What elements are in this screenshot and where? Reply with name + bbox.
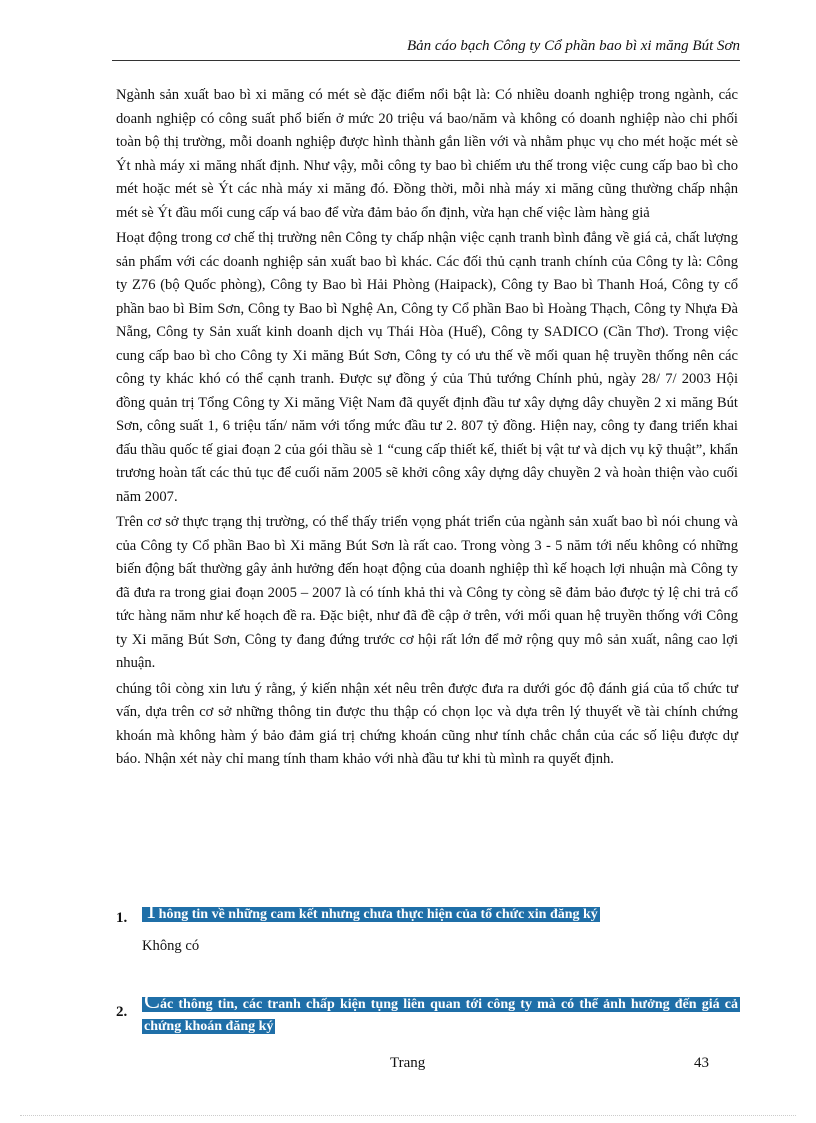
section-1-number: 1.	[116, 910, 128, 926]
footer-page-number: 43	[694, 1055, 709, 1071]
section-2-title-initial: C	[144, 988, 161, 1014]
page-bottom-divider	[20, 1115, 796, 1116]
page-header	[112, 36, 740, 61]
paragraph-competition: Hoạt động trong cơ chế thị trường nên Công ty chấp nhận việc cạnh tranh bình đẳng về giá cả, chất lượng sản phẩm với các doanh nghiệp sản xuất bao bì khác. Các đối thủ cạnh tranh chính của Công ty là: Công ty Z76 (bộ Quốc phòng), Công ty Bao bì Hải Phòng (Haipack), Công ty Bao bì Thanh Hoá, Công ty cổ phần bao bì Bỉm Sơn, Công ty Bao bì Nghệ An, Công ty Cổ phần Bao bì Hoàng Thạch, Công ty Nhựa Đà Nẵng, Công ty Sản xuất kinh doanh dịch vụ Thái Hòa (Huế), Công ty SADICO (Cần Thơ). Trong việc cung cấp bao bì cho Công ty Xi măng Bút Sơn, Công ty có ưu thế về mối quan hệ truyền thống nên các công ty khác khó có thể cạnh tranh. Được sự đồng ý của Thủ tướng Chính phủ, ngày 28/ 7/ 2003 Hội đồng quản trị Tổng Công ty Xi măng Việt Nam đã quyết định đầu tư xây dựng dây chuyền 2 xi măng Bút Sơn, công suất 1, 6 triệu tấn/ năm với tổng mức đầu tư 2. 807 tỷ đồng. Hiện nay, công ty đang triển khai đấu thầu quốc tế giai đoạn 2 của gói thầu sè 1 “cung cấp thiết kế, thiết bị vật tư và dịch vụ kỹ thuật”, khẩn trương hoàn tất các thủ tục để cuối năm 2005 sẽ khởi công xây dựng dây chuyền 2 và hoàn thiện vào cuối năm 2007.	[116, 230, 738, 505]
body-text	[116, 84, 738, 774]
paragraph-outlook: Trên cơ sở thực trạng thị trường, có thể thấy triển vọng phát triển của ngành sản xuất bao bì nói chung và của Công ty Cổ phần Bao bì Xi măng Bút Sơn là rất cao. Trong vòng 3 - 5 năm tới nếu không có những biến động bất thường gây ảnh hưởng đến hoạt động của doanh nghiệp thì kế hoạch lợi nhuận mà Công ty đã đưa ra trong giai đoạn 2005 – 2007 là có tính khả thi và Công ty còng sẽ đảm bảo được tỷ lệ chi trả cổ tức hàng năm như kế hoạch đề ra. Đặc biệt, như đã đề cập ở trên, với mối quan hệ truyền thống với Công ty Xi măng Bút Sơn, Công ty đang đứng trước cơ hội rất lớn để mở rộng quy mô sản xuất, nâng cao lợi nhuận.	[116, 514, 738, 671]
section-2-title	[142, 990, 740, 1038]
section-1-title-initial: T	[144, 898, 159, 924]
section-2-number: 2.	[116, 1004, 128, 1020]
section-1-title-rest: hông tin về những cam kết nhưng chưa thực hiện của tổ chức xin đăng ký	[158, 907, 598, 922]
footer-page-label: Trang	[390, 1055, 426, 1071]
header-title: Bản cáo bạch Công ty Cổ phần bao bì xi măng Bút Sơn	[407, 38, 740, 54]
paragraph-disclaimer: chúng tôi còng xin lưu ý rằng, ý kiến nhận xét nêu trên được đưa ra dưới góc độ đánh giá của tổ chức tư vấn, dựa trên cơ sở những thông tin được thu thập có chọn lọc và dựa trên lý thuyết về tài chính chứng khoán mà không hàm ý bảo đảm giá trị chứng khoán cũng như tính chắc chắn của các số liệu được dự báo. Nhận xét này chỉ mang tính tham khảo với nhà đầu tư khi tù mình ra quyết định.	[116, 680, 738, 767]
section-2-title-rest: ác thông tin, các tranh chấp kiện tụng liên quan tới công ty mà có thể ảnh hưởng đến giá cả chứng khoán đăng ký	[144, 997, 738, 1034]
paragraph-industry: Ngành sản xuất bao bì xi măng có mét sè đặc điểm nổi bật là: Có nhiều doanh nghiệp trong ngành, các doanh nghiệp có công suất phổ biến ở mức 20 triệu vá bao/năm và không có doanh nghiệp nào chi phối toàn bộ thị trường, mỗi doanh nghiệp được hình thành gắn liền với và nhằm phục vụ cho mét hoặc mét sè Ýt nhà máy xi măng nhất định. Như vậy, mỗi công ty bao bì chiếm ưu thế trong việc cung cấp bao bì cho mét hoặc mét sè Ýt các nhà máy xi măng đó. Đồng thời, mỗi nhà máy xi măng cũng thường chấp nhận mét sè Ýt đầu mối cung cấp vá bao để vừa đảm bảo ổn định, vừa hạn chế việc làm hàng giả	[116, 87, 738, 221]
section-1-title	[142, 900, 740, 926]
section-1-text: Không có	[142, 938, 200, 954]
